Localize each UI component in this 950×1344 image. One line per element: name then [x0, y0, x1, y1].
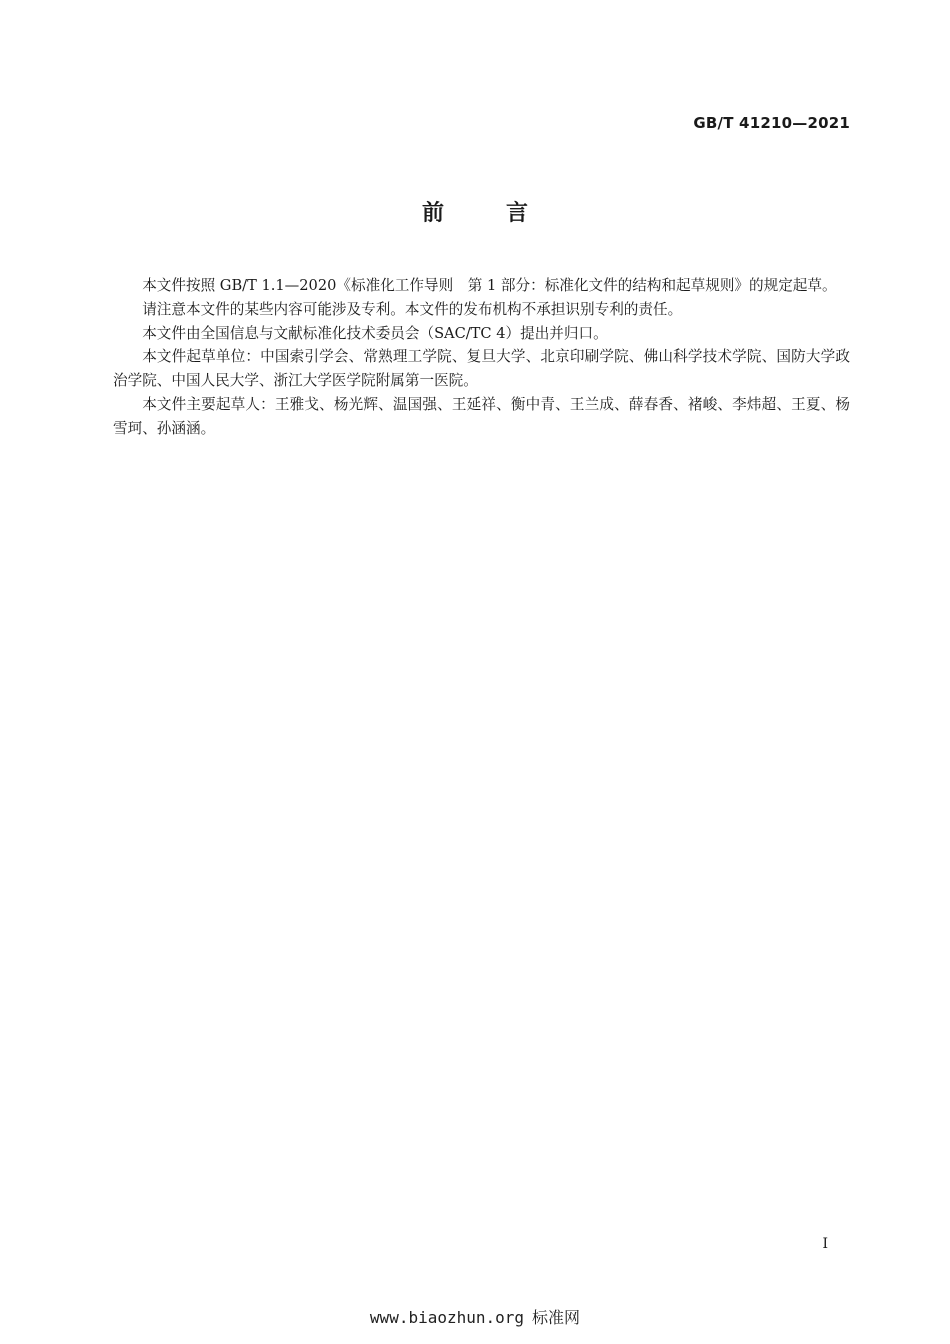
foreword-body [113, 274, 850, 441]
page-number: I [822, 1236, 828, 1252]
paragraph-proposer: 本文件由全国信息与文献标准化技术委员会（SAC/TC 4）提出并归口。 [142, 324, 608, 342]
page-title: 前言 [421, 201, 590, 226]
paragraph-drafters: 本文件主要起草人：王雅戈、杨光辉、温国强、王延祥、衡中青、王兰成、薛春香、褚峻、李炜超、王夏、杨雪珂、孙涵涵。 [113, 395, 850, 437]
paragraph-patent-notice: 请注意本文件的某些内容可能涉及专利。本文件的发布机构不承担识别专利的责任。 [142, 300, 683, 318]
footer-watermark [0, 1305, 950, 1328]
footer-brand: 标准网 [532, 1308, 581, 1327]
paragraph-drafting-units: 本文件起草单位：中国索引学会、常熟理工学院、复旦大学、北京印刷学院、佛山科学技术学院、国防大学政治学院、中国人民大学、浙江大学医学院附属第一医院。 [113, 348, 850, 390]
standard-code: GB/T 41210—2021 [693, 114, 850, 132]
footer-url[interactable]: www.biaozhun.org [369, 1308, 525, 1327]
paragraph-drafting-rule: 本文件按照 GB/T 1.1—2020《标准化工作导则 第 1 部分：标准化文件的结构和起草规则》的规定起草。 [142, 277, 837, 294]
